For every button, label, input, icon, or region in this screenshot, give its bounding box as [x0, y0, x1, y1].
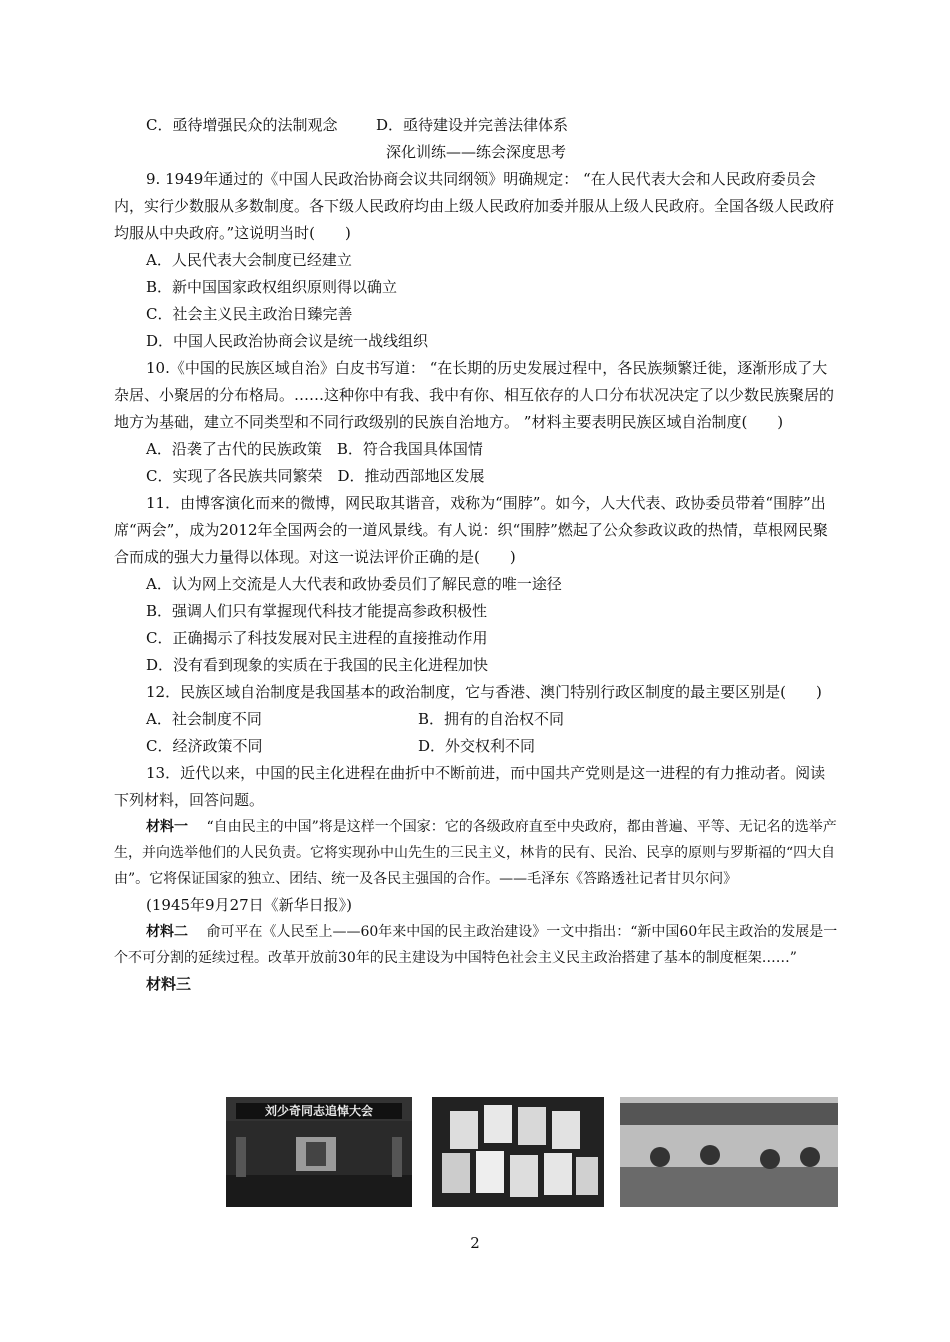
q12-option-d: D．外交权利不同: [418, 737, 536, 755]
document-page: [114, 112, 838, 998]
material-1-text: “自由民主的中国”将是这样一个国家：它的各级政府直至中央政府，都由普遍、平等、无记名的选举产生，并向选举他们的人民负责。它将实现孙中山先生的三民主义，林肯的民有、民治、民享的原则与罗斯福的“四大自由”。它将保证国家的独立、团结、统一及各民主强国的合作。——毛泽东《答路透社记者甘贝尔问》: [114, 819, 837, 887]
material-3-photos: [226, 1097, 838, 1207]
top-options: [114, 112, 838, 139]
q12-options-ab: [114, 706, 838, 733]
q11-option-b: B．强调人们只有掌握现代科技才能提高参政积极性: [146, 602, 488, 620]
q12-option-c: C．经济政策不同: [146, 737, 263, 755]
option-c: C．亟待增强民众的法制观念: [146, 116, 338, 134]
documents-image: [432, 1097, 604, 1207]
material-1: [114, 814, 838, 892]
option-d: D．亟待建设并完善法律体系: [376, 116, 569, 134]
material-2: [114, 919, 838, 971]
q12-options-cd: [114, 733, 838, 760]
material-1-source: (1945年9月27日《新华日报》): [146, 896, 353, 914]
q9-option-c: C．社会主义民主政治日臻完善: [146, 305, 353, 323]
question-13: 13．近代以来，中国的民主化进程在曲折中不断前进，而中国共产党则是这一进程的有力推动者。阅读下列材料，回答问题。: [114, 764, 826, 809]
material-2-label: 材料二: [146, 924, 188, 940]
memorial-meeting-photo: [226, 1097, 412, 1207]
documents-photo: [432, 1097, 604, 1207]
material-3-label: 材料三: [146, 975, 192, 993]
election-scene-image: [620, 1097, 838, 1207]
q9-option-a: A．人民代表大会制度已经建立: [146, 251, 352, 269]
page-number: 2: [470, 1234, 480, 1252]
section-title: 深化训练——练会深度思考: [385, 143, 566, 161]
q12-option-a: A．社会制度不同: [146, 710, 262, 728]
question-12: 12．民族区域自治制度是我国基本的政治制度，它与香港、澳门特别行政区制度的最主要区别是( ): [146, 683, 822, 701]
memorial-scene-image: [226, 1097, 412, 1207]
q9-option-d: D．中国人民政治协商会议是统一战线组织: [146, 332, 429, 350]
photo-banner: 刘少奇同志追悼大会: [236, 1103, 402, 1119]
q10-options-ab: A．沿袭了古代的民族政策 B．符合我国具体国情: [146, 440, 483, 458]
q9-option-b: B．新中国国家政权组织原则得以确立: [146, 278, 398, 296]
q11-option-c: C．正确揭示了科技发展对民主进程的直接推动作用: [146, 629, 488, 647]
q10-options-cd: C．实现了各民族共同繁荣 D．推动西部地区发展: [146, 467, 485, 485]
q11-option-d: D．没有看到现象的实质在于我国的民主化进程加快: [146, 656, 489, 674]
question-11: 11．由博客演化而来的微博，网民取其谐音，戏称为“围脖”。如今，人大代表、政协委员带着“围脖”出席“两会”，成为2012年全国两会的一道风景线。有人说：织“围脖”燃起了公众参政议政的热情，草根网民聚合而成的强大力量得以体现。对这一说法评价正确的是( ): [114, 494, 828, 566]
material-1-label: 材料一: [146, 819, 188, 835]
election-meeting-photo: [620, 1097, 838, 1207]
question-10: 10.《中国的民族区域自治》白皮书写道： “在长期的历史发展过程中，各民族频繁迁徙，逐渐形成了大杂居、小聚居的分布格局。……这种你中有我、我中有你、相互依存的人口分布状况决定了以少数民族聚居的地方为基础，建立不同类型和不同行政级别的民族自治地方。 ”材料主要表明民族区域自治制度( ): [114, 359, 835, 431]
question-9: 9. 1949年通过的《中国人民政治协商会议共同纲领》明确规定： “在人民代表大会和人民政府委员会内，实行少数服从多数制度。各下级人民政府均由上级人民政府加委并服从上级人民政府。全国各级人民政府均服从中央政府。”这说明当时( ): [114, 170, 835, 242]
q11-option-a: A．认为网上交流是人大代表和政协委员们了解民意的唯一途径: [146, 575, 562, 593]
material-2-text: 俞可平在《人民至上——60年来中国的民主政治建设》一文中指出：“新中国60年民主政治的发展是一个不可分割的延续过程。改革开放前30年的民主建设为中国特色社会主义民主政治搭建了基本的制度框架……”: [114, 924, 838, 966]
q12-option-b: B．拥有的自治权不同: [418, 710, 565, 728]
